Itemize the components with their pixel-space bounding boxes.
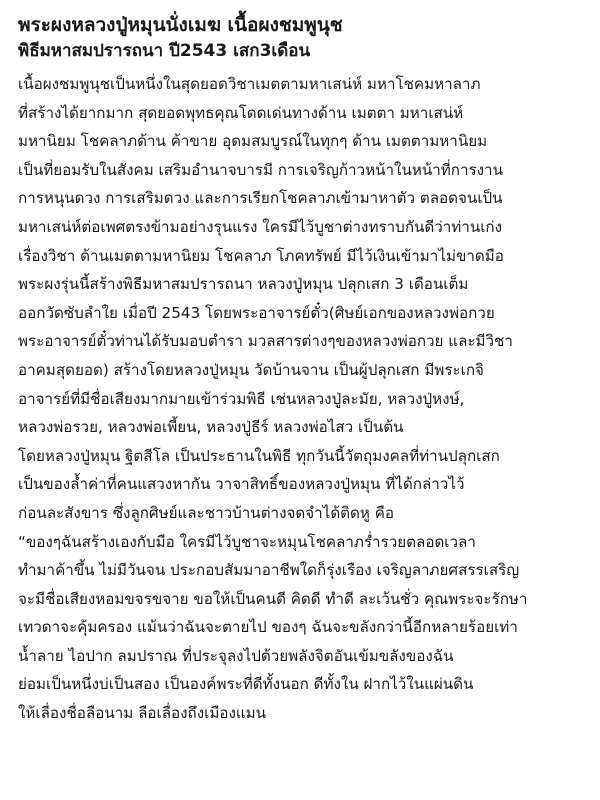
- body-line: พระอาจารย์ตั๋วท่านได้รับมอบตำรา มวลสารต่างๆของหลวงพ่อกวย และมีวิชา: [18, 332, 513, 351]
- quote-line: เทวดาจะคุ้มครอง แม้นว่าฉันจะตายไป ของๆ ฉันจะขลังกว่านี้อีกหลายร้อยเท่า: [18, 618, 518, 637]
- page-subtitle: พิธีมหาสมปรารถนา ปี2543 เสก3เดือน: [18, 41, 311, 61]
- body-text: [18, 70, 584, 728]
- quote-line: ย่อมเป็นหนึ่งบ่เป็นสอง เป็นองค์พระที่ดีทั้งนอก ดีทั้งใน ฝากไว้ในแผ่นดิน: [18, 675, 474, 694]
- body-line: อาจารย์ที่มีชื่อเสียงมากมายเข้าร่วมพิธี เช่นหลวงปู่ละมัย, หลวงปู่หงษ์,: [18, 389, 465, 408]
- quote-line: จะมีชื่อเสียงหอมขจรขจาย ขอให้เป็นคนดี คิดดี ทำดี ละเว้นชั่ว คุณพระจะรักษา: [18, 589, 528, 608]
- body-line: ที่สร้างได้ยากมาก สุดยอดพุทธคุณโดดเด่นทางด้าน เมตตา มหาเสน่ห์: [18, 103, 464, 122]
- body-line: หลวงพ่อรวย, หลวงพ่อเพี้ยน, หลวงปู่ธีร์ หลวงพ่อไสว เป็นต้น: [18, 418, 404, 437]
- body-line: เรื่องวิชา ด้านเมตตามหานิยม โชคลาภ โภคทรัพย์ มีไว้เงินเข้ามาไม่ขาดมือ: [18, 246, 504, 265]
- quote-line: “ของๆฉันสร้างเองกับมือ ใครมีไว้บูชาจะหมุนโชคลาภร่ำรวยตลอดเวลา: [18, 532, 476, 551]
- body-line: ก่อนละสังขาร ซึ่งลูกศิษย์และชาวบ้านต่างจดจำได้ติดหู คือ: [18, 503, 395, 522]
- body-line: เนื้อผงชมพูนุชเป็นหนึ่งในสุดยอดวิชาเมตตามหาเสน่ห์ มหาโชคมหาลาภ: [18, 75, 481, 93]
- body-line: เป็นที่ยอมรับในสังคม เสริมอำนาจบารมี การเจริญก้าวหน้าในหน้าที่การงาน: [18, 160, 503, 179]
- body-line: พระผงรุ่นนี้สร้างพิธีมหาสมปรารถนา หลวงปู่หมุน ปลุกเสก 3 เดือนเต็ม: [18, 275, 469, 294]
- body-line: โดยหลวงปู่หมุน ฐิตสีโล เป็นประธานในพิธี ทุกวันนี้วัตถุมงคลที่ท่านปลุกเสก: [18, 446, 500, 465]
- body-line: ออกวัดซับลำใย เมื่อปี 2543 โดยพระอาจารย์ตั๋ว(ศิษย์เอกของหลวงพ่อกวย: [18, 303, 495, 322]
- body-line: การหนุนดวง การเสริมดวง และการเรียกโชคลาภเข้ามาหาตัว ตลอดจนเป็น: [18, 189, 503, 208]
- body-line: มหานิยม โชคลาภด้าน ค้าขาย อุดมสมบูรณ์ในทุกๆ ด้าน เมตตามหานิยม: [18, 132, 488, 151]
- page-title: พระผงหลวงปู่หมุนนั่งเมฆ เนื้อผงชมพูนุช: [18, 14, 343, 36]
- quote-line: น้ำลาย ไอปาก ลมปราณ ที่ประจุลงไปด้วยพลังจิตอันเข้มขลังของฉัน: [18, 646, 454, 665]
- quote-line: ทำมาค้าขึ้น ไม่มีวันจน ประกอบสัมมาอาชีพใดก็รุ่งเรือง เจริญลาภยศสรรเสริญ: [18, 561, 520, 580]
- quote-line: ให้เลื่องชื่อลือนาม ลือเลื่องถึงเมืองแมน: [18, 704, 267, 723]
- body-line: มหาเสน่ห์ต่อเพศตรงข้ามอย่างรุนแรง ใครมีไว้บูชาต่างทราบกันดีว่าท่านเก่ง: [18, 217, 503, 236]
- body-line: อาคมสุดยอด) สร้างโดยหลวงปู่หมุน วัดบ้านจาน เป็นผู้ปลุกเสก มีพระเกจิ: [18, 360, 484, 379]
- body-line: เป็นของล้ำค่าที่คนแสวงหากัน วาจาสิทธิ์ของหลวงปู่หมุน ที่ได้กล่าวไว้: [18, 475, 465, 494]
